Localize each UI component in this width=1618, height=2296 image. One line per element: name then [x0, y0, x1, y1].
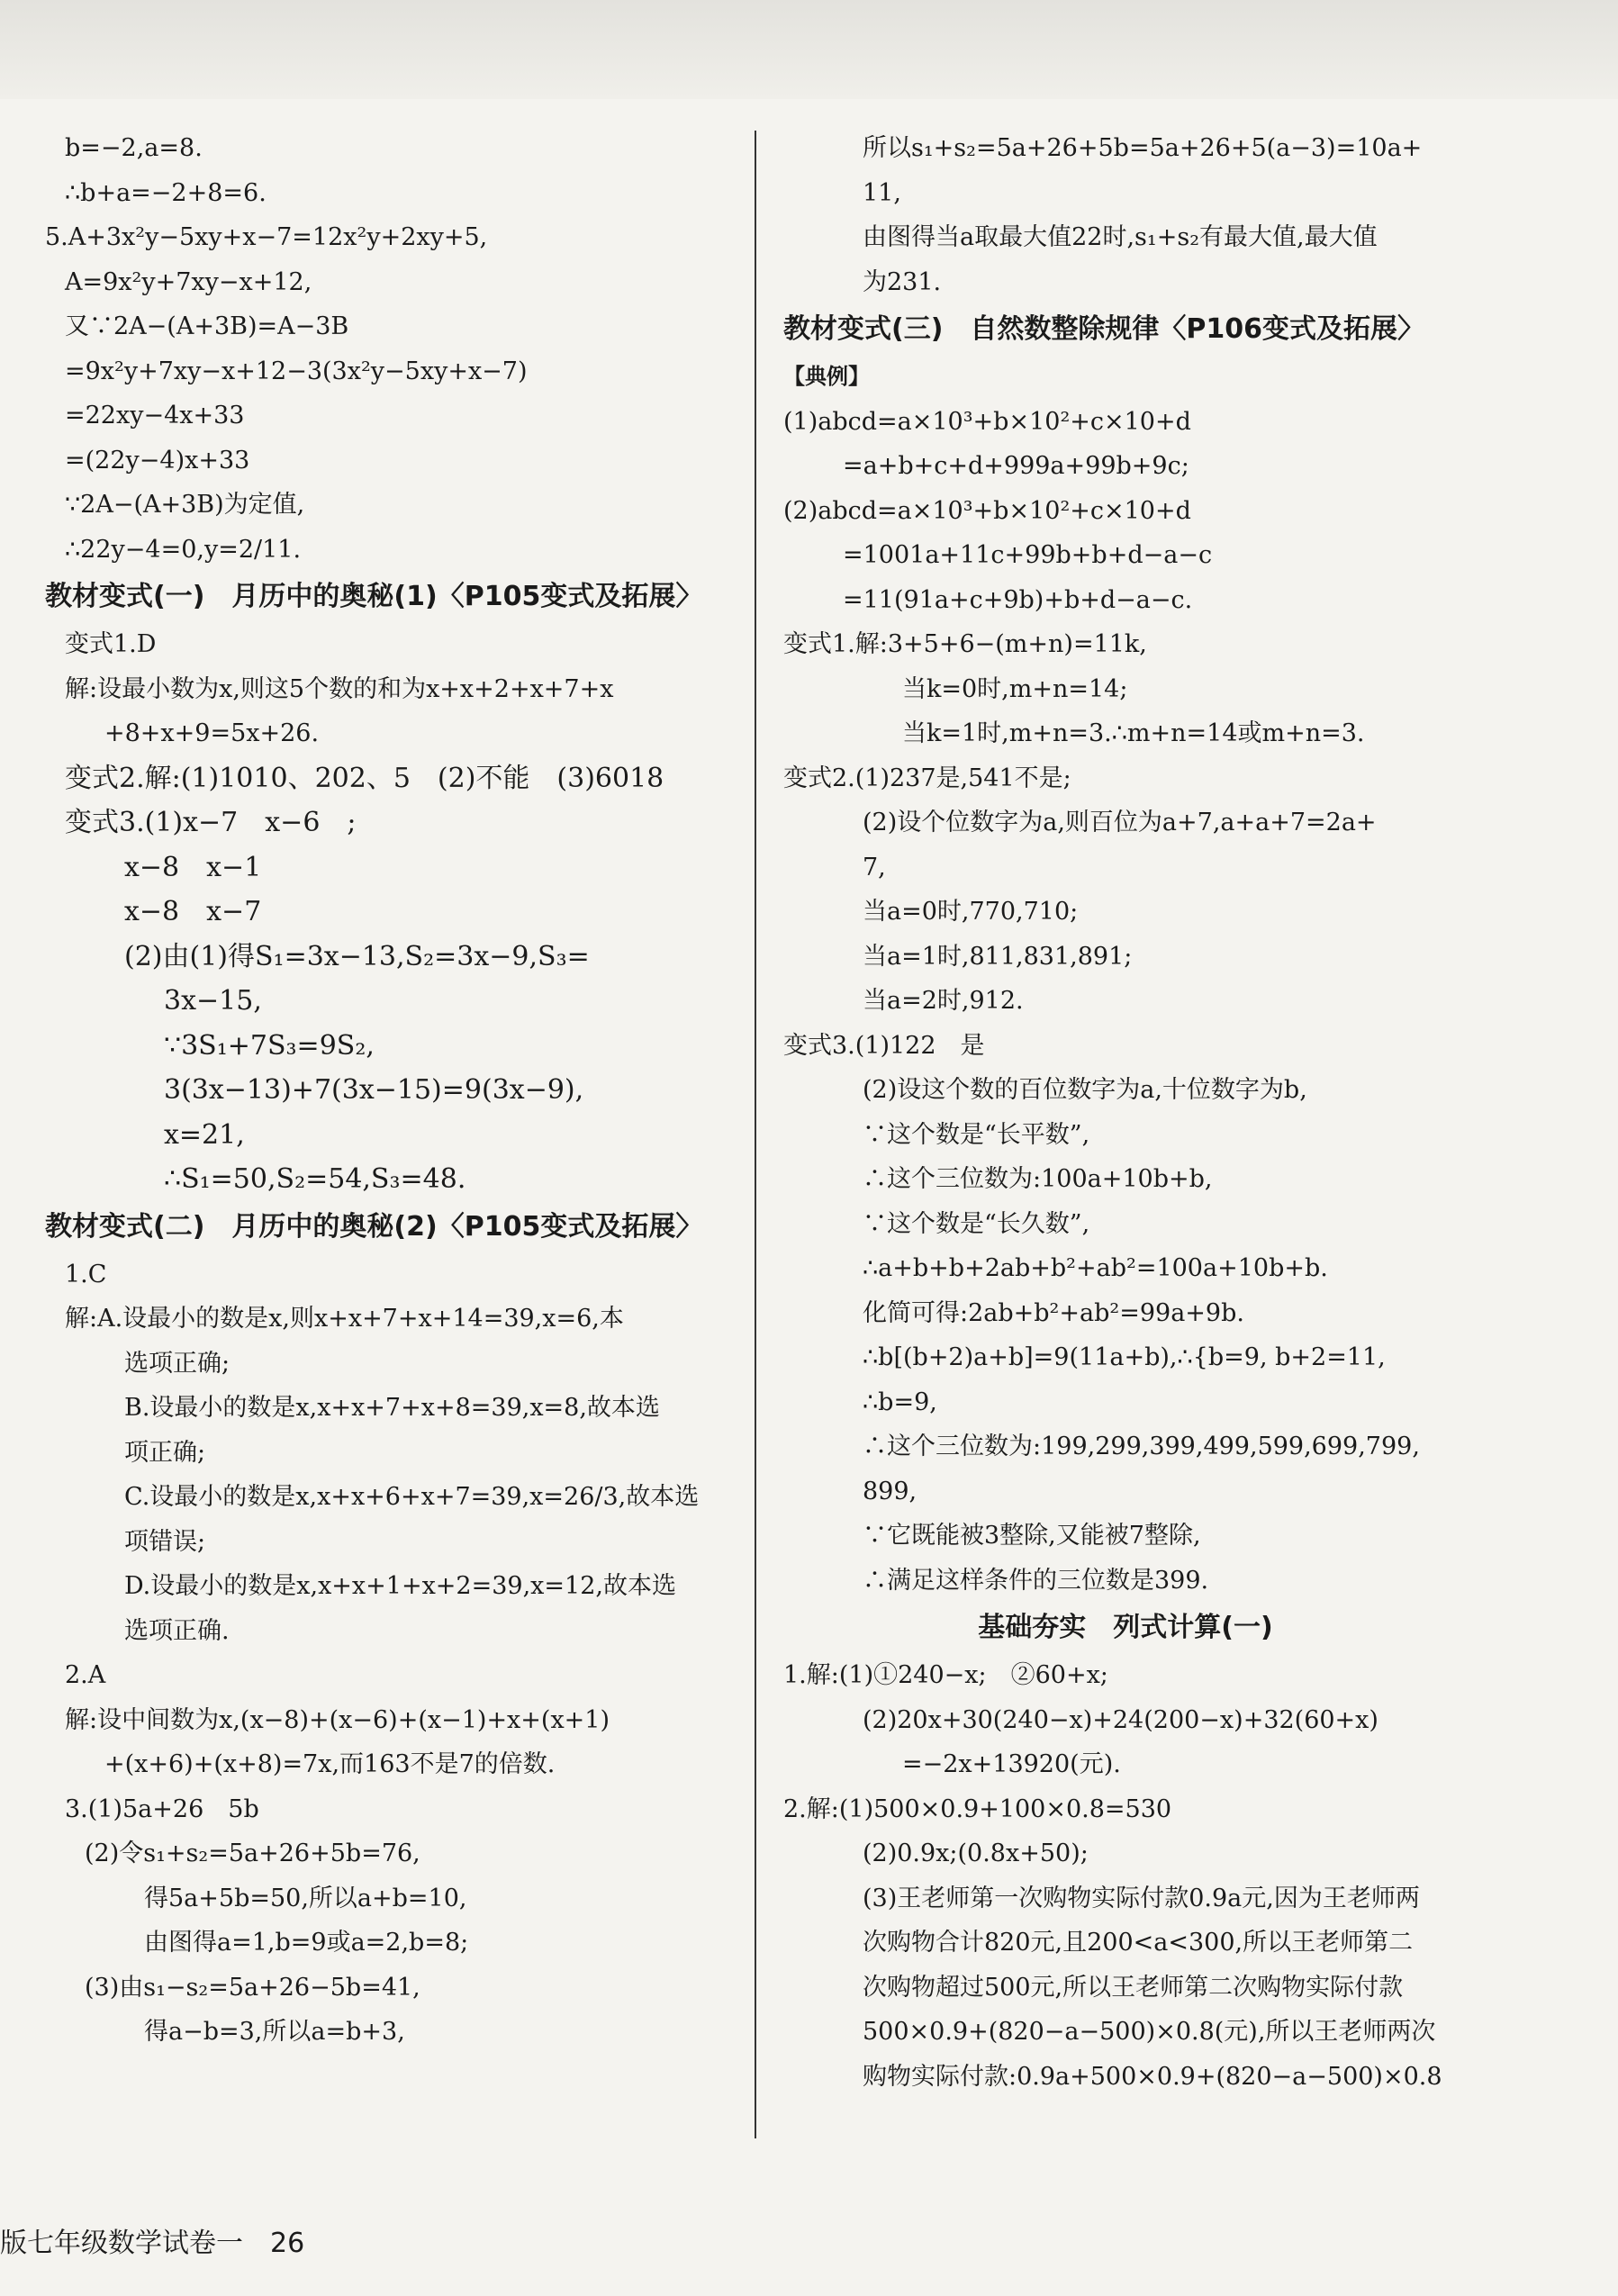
top-blur-band: [0, 0, 1618, 99]
text-line: 当a=0时,770,710;: [863, 898, 1079, 926]
text-line: ∴b[(b+2)a+b]=9(11a+b),∴{b=9, b+2=11,: [863, 1343, 1386, 1371]
text-line: (2)20x+30(240−x)+24(200−x)+32(60+x): [863, 1705, 1378, 1734]
text-line: 解:设最小数为x,则这5个数的和为x+x+2+x+7+x: [65, 674, 614, 703]
text-line: 1.C: [65, 1260, 107, 1288]
text-line: (3)由s₁−s₂=5a+26−5b=41,: [85, 1973, 420, 2002]
text-line: 变式1.D: [65, 630, 157, 658]
text-line: 为231.: [863, 267, 942, 296]
text-line: 得5a+5b=50,所以a+b=10,: [144, 1884, 467, 1912]
left-column: [45, 126, 747, 2188]
text-line: 化简可得:2ab+b²+ab²=99a+9b.: [863, 1298, 1244, 1327]
text-line: 当k=1时,m+n=3.∴m+n=14或m+n=3.: [902, 719, 1365, 747]
text-line: ∴b=9,: [863, 1388, 937, 1416]
text-line: ∴S₁=50,S₂=54,S₃=48.: [164, 1163, 466, 1195]
text-line: D.设最小的数是x,x+x+1+x+2=39,x=12,故本选: [124, 1572, 676, 1600]
text-line: 500×0.9+(820−a−500)×0.8(元),所以王老师两次: [863, 2018, 1436, 2046]
text-line: =−2x+13920(元).: [902, 1750, 1121, 1778]
text-line: 2.解:(1)500×0.9+100×0.8=530: [783, 1794, 1172, 1823]
text-line: ∵这个数是“长久数”,: [863, 1209, 1090, 1238]
text-line: ∴这个三位数为:100a+10b+b,: [863, 1165, 1213, 1193]
text-line: 899,: [863, 1477, 917, 1505]
text-line: (3)王老师第一次购物实际付款0.9a元,因为王老师两: [863, 1884, 1420, 1912]
text-line: +(x+6)+(x+8)=7x,而163不是7的倍数.: [104, 1750, 556, 1778]
text-line: 得a−b=3,所以a=b+3,: [144, 2018, 405, 2046]
text-line: 解:A.设最小的数是x,则x+x+7+x+14=39,x=6,本: [65, 1305, 624, 1333]
text-line: (2)设个位数字为a,则百位为a+7,a+a+7=2a+: [863, 809, 1377, 836]
text-line: ∵3S₁+7S₃=9S₂,: [164, 1029, 375, 1062]
text-line: 解:设中间数为x,(x−8)+(x−6)+(x−1)+x+(x+1): [65, 1705, 610, 1734]
text-line: 由图得a=1,b=9或a=2,b=8;: [144, 1929, 469, 1957]
text-line: 次购物超过500元,所以王老师第二次购物实际付款: [863, 1973, 1404, 2002]
text-line: 选项正确;: [124, 1349, 230, 1378]
text-line: x=21,: [164, 1118, 245, 1151]
text-line: x−8 x−1: [124, 851, 262, 883]
text-line: ∵这个数是“长平数”,: [863, 1120, 1090, 1149]
text-line: 选项正确.: [124, 1616, 230, 1645]
text-line: (2)abcd=a×10³+b×10²+c×10+d: [783, 496, 1191, 525]
text-line: 变式2.解:(1)1010、202、5 (2)不能 (3)6018: [65, 762, 664, 794]
text-line: (2)由(1)得S₁=3x−13,S₂=3x−9,S₃=: [124, 940, 590, 972]
text-line: =9x²y+7xy−x+12−3(3x²y−5xy+x−7): [65, 357, 528, 385]
text-line: ∵它既能被3整除,又能被7整除,: [863, 1522, 1201, 1550]
text-line: 1.解:(1)①240−x; ②60+x;: [783, 1661, 1108, 1689]
text-line: ∴22y−4=0,y=2/11.: [65, 535, 302, 564]
section-heading-1: 教材变式(一) 月历中的奥秘(1)〈P105变式及拓展〉: [45, 581, 703, 612]
text-line: 2.A: [65, 1661, 106, 1689]
text-line: =a+b+c+d+999a+99b+9c;: [843, 452, 1189, 480]
text-line: 变式3.(1)x−7 x−6 ;: [65, 807, 357, 838]
text-line: 由图得当a取最大值22时,s₁+s₂有最大值,最大值: [863, 223, 1378, 251]
right-column: [783, 126, 1468, 2188]
text-line: 7,: [863, 853, 886, 881]
text-line: 当k=0时,m+n=14;: [902, 674, 1128, 703]
text-line: 当a=1时,811,831,891;: [863, 942, 1133, 971]
column-divider: [755, 131, 756, 2138]
text-line: (2)0.9x;(0.8x+50);: [863, 1840, 1089, 1867]
section-heading-4: 基础夯实 列式计算(一): [978, 1612, 1273, 1643]
text-line: ∴这个三位数为:199,299,399,499,599,699,799,: [863, 1433, 1420, 1460]
text-line: b=−2,a=8.: [65, 134, 203, 162]
text-line: (2)设这个数的百位数字为a,十位数字为b,: [863, 1076, 1307, 1104]
text-line: 变式3.(1)122 是: [783, 1031, 985, 1060]
text-line: ∴b+a=−2+8=6.: [65, 178, 267, 207]
page-footer: 版七年级数学试卷一 26: [0, 2228, 305, 2259]
text-line: 3.(1)5a+26 5b: [65, 1794, 259, 1823]
text-line: 又∵2A−(A+3B)=A−3B: [65, 312, 349, 340]
text-line: =(22y−4)x+33: [65, 446, 250, 475]
text-line: 项正确;: [124, 1438, 206, 1467]
text-line: 购物实际付款:0.9a+500×0.9+(820−a−500)×0.8: [863, 2062, 1442, 2091]
text-line: ∵2A−(A+3B)为定值,: [65, 491, 305, 519]
text-line: (1)abcd=a×10³+b×10²+c×10+d: [783, 407, 1191, 436]
text-line: +8+x+9=5x+26.: [104, 719, 320, 747]
text-line: 变式2.(1)237是,541不是;: [783, 764, 1071, 792]
text-line: 11,: [863, 178, 901, 207]
text-line: ∴a+b+b+2ab+b²+ab²=100a+10b+b.: [863, 1254, 1328, 1282]
text-line: =1001a+11c+99b+b+d−a−c: [843, 541, 1213, 569]
text-line: (2)令s₁+s₂=5a+26+5b=76,: [85, 1840, 420, 1867]
text-line: 变式1.解:3+5+6−(m+n)=11k,: [783, 630, 1147, 658]
text-line: C.设最小的数是x,x+x+6+x+7=39,x=26/3,故本选: [124, 1483, 700, 1511]
text-line: 次购物合计820元,且200<a<300,所以王老师第二: [863, 1929, 1414, 1957]
text-line: =22xy−4x+33: [65, 402, 245, 429]
text-line: x−8 x−7: [124, 896, 262, 927]
section-heading-2: 教材变式(二) 月历中的奥秘(2)〈P105变式及拓展〉: [45, 1210, 703, 1243]
text-line: A=9x²y+7xy−x+12,: [65, 267, 312, 296]
text-line: 项错误;: [124, 1527, 206, 1556]
text-line: 3x−15,: [164, 985, 262, 1017]
text-line: 3(3x−13)+7(3x−15)=9(3x−9),: [164, 1074, 584, 1106]
example-label: 【典例】: [783, 364, 870, 389]
text-line: 当a=2时,912.: [863, 987, 1024, 1015]
text-line: =11(91a+c+9b)+b+d−a−c.: [843, 585, 1193, 614]
section-heading-3: 教材变式(三) 自然数整除规律〈P106变式及拓展〉: [783, 313, 1425, 345]
text-line: ∴满足这样条件的三位数是399.: [863, 1566, 1209, 1595]
text-line: 所以s₁+s₂=5a+26+5b=5a+26+5(a−3)=10a+: [863, 134, 1423, 162]
text-line: 5.A+3x²y−5xy+x−7=12x²y+2xy+5,: [45, 223, 488, 251]
text-line: B.设最小的数是x,x+x+7+x+8=39,x=8,故本选: [124, 1394, 660, 1422]
